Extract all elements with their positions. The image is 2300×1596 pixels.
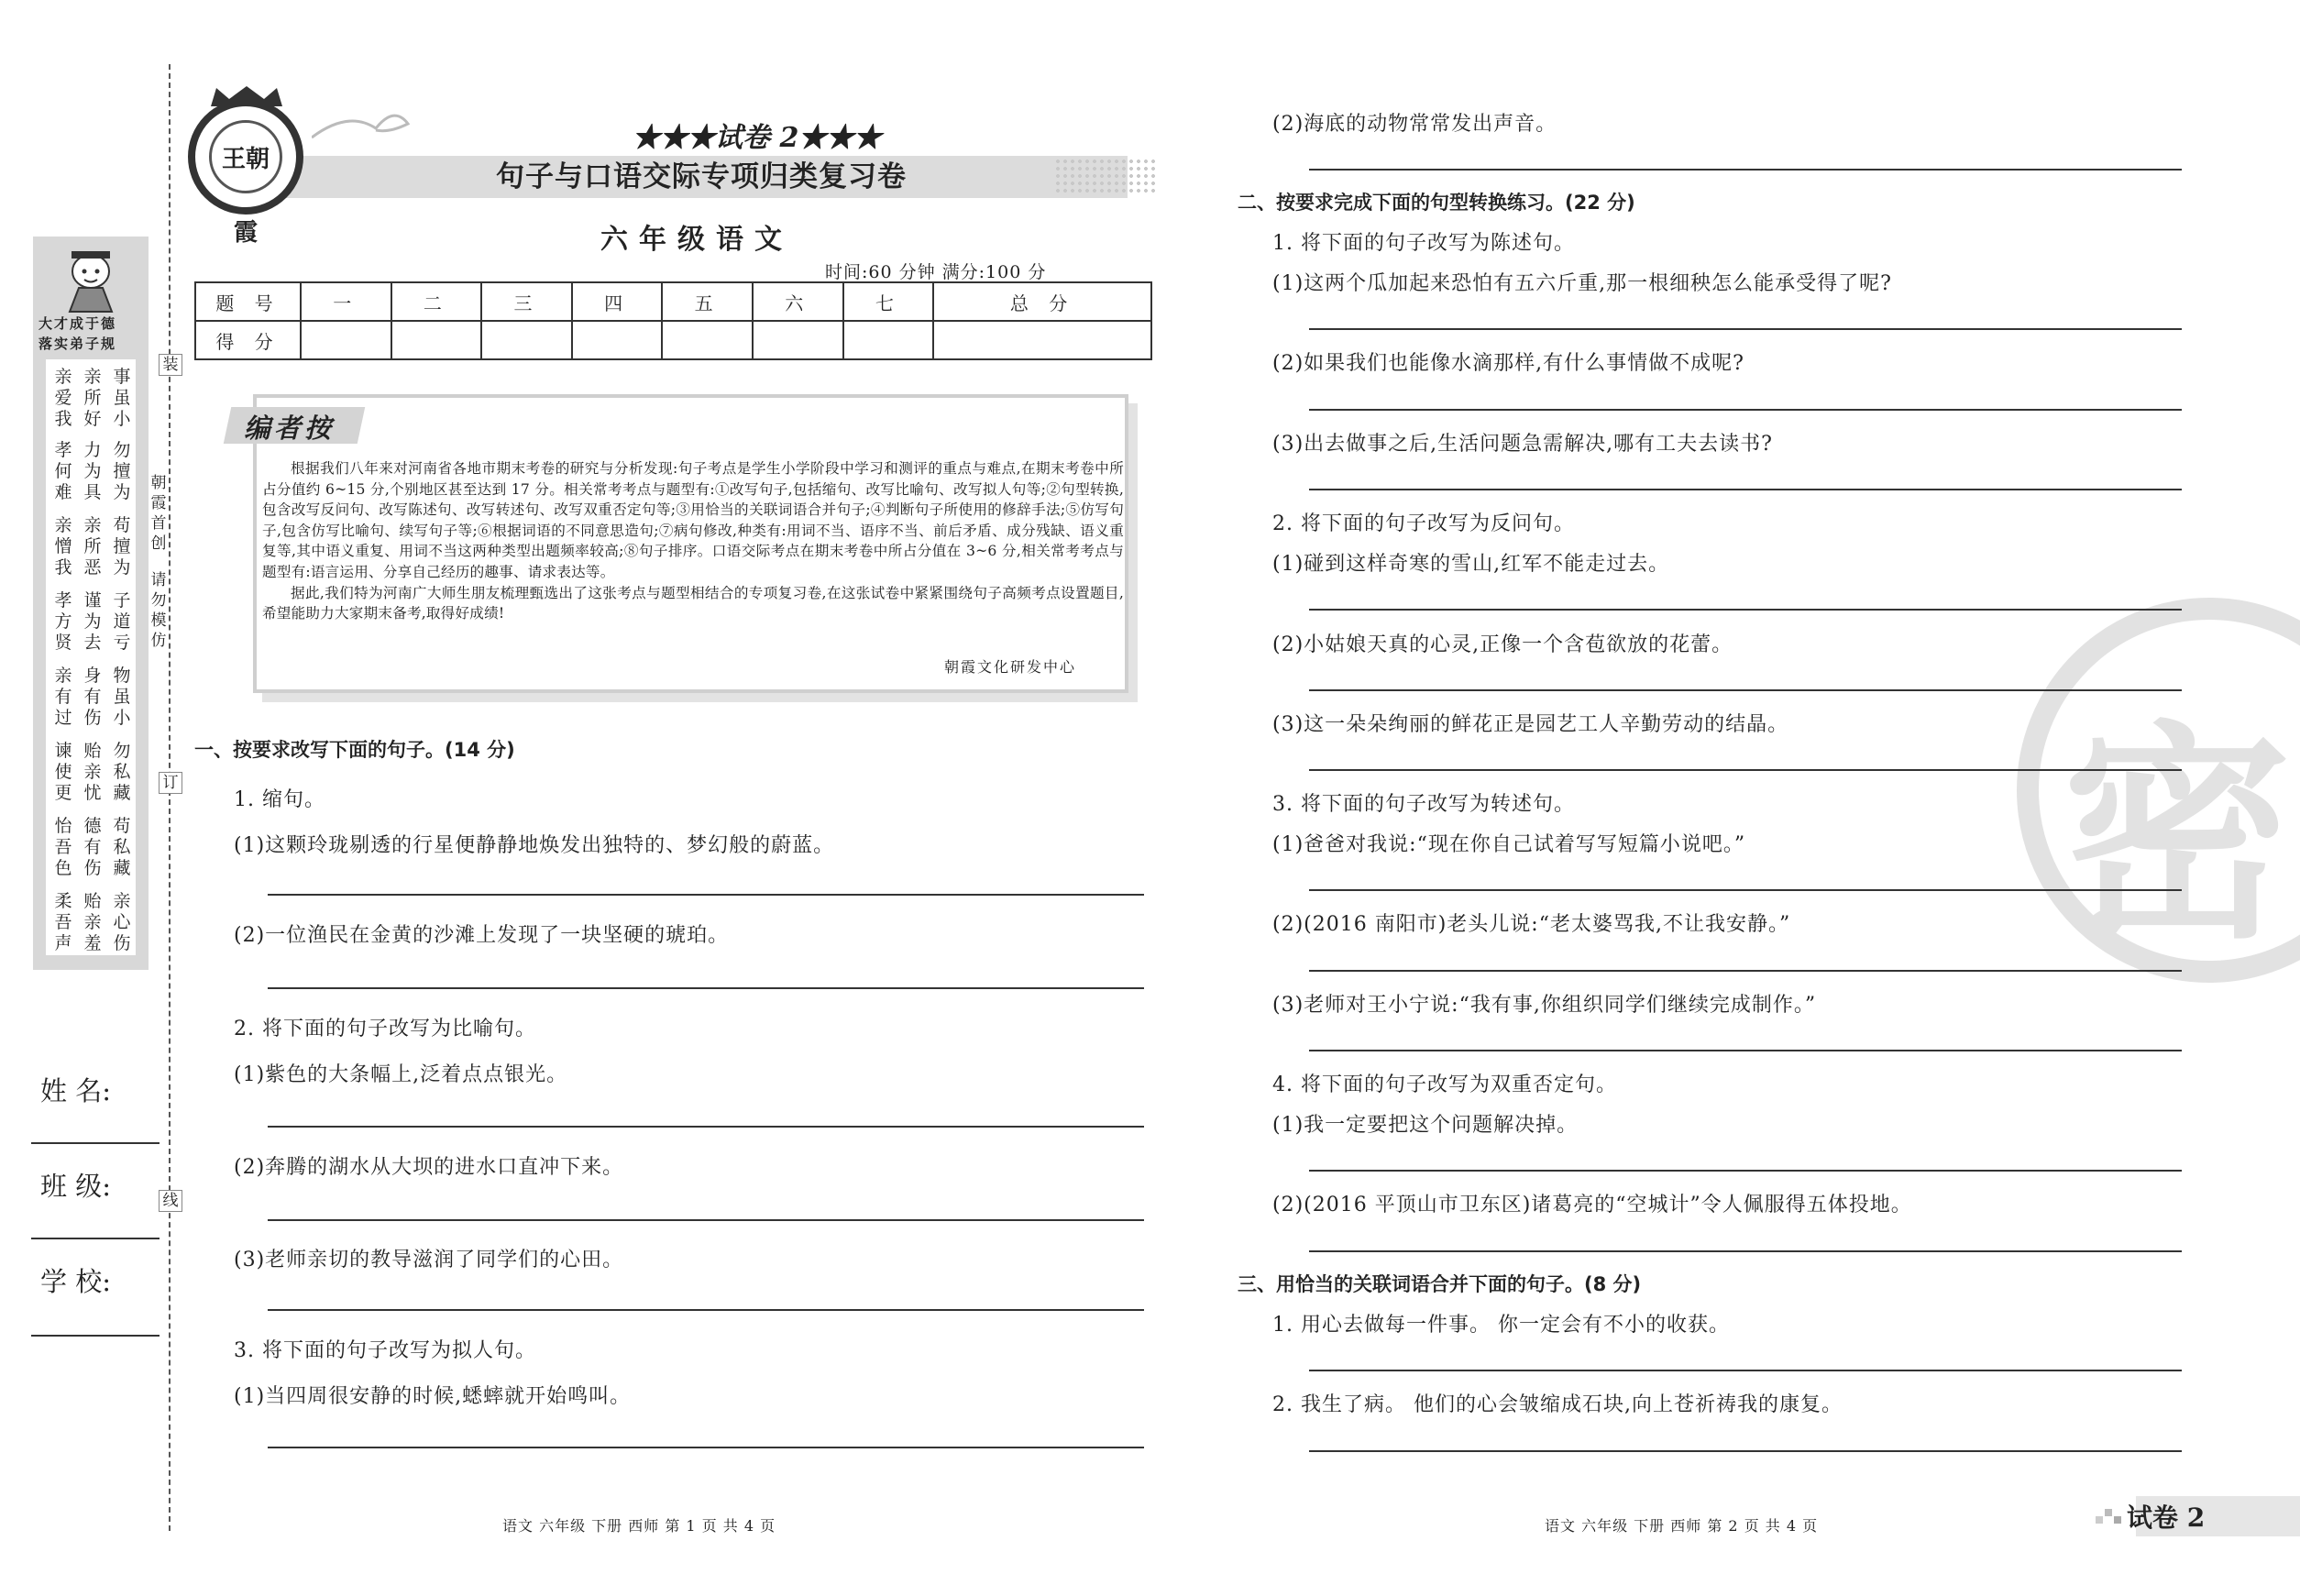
motto-col: 孝方贤 — [54, 590, 72, 653]
motto-col: 亲有过 — [54, 666, 72, 728]
score-cell: 一 — [301, 282, 391, 321]
s2-q1-2-text: (2)如果我们也能像水滴那样,有什么事情做不成呢? — [1272, 352, 1744, 375]
answer-line[interactable] — [268, 1447, 1144, 1448]
s2-q3-1-text: (1)爸爸对我说:“现在你自己试着写写短篇小说吧。” — [1272, 833, 1746, 856]
score-input[interactable] — [662, 321, 753, 359]
class-label: 班 级: — [40, 1171, 111, 1202]
score-cell: 总 分 — [933, 282, 1151, 321]
editor-note-para-1: 根据我们八年来对河南省各地市期末考卷的研究与分析发现:句子考点是学生小学阶段中学习和测评的重点与难点,在期末考卷中所占分值约 6~15 分,个别地区甚至达到 17 分。相关常考考点与题型有:①改写句子,包括缩句、改写比喻句、改写拟人句等;②句型转换,包含改写反问句、改写陈述句、改写转述句、改写双重否定句等;③用恰当的关联词语合并句子;④判断句子所使用的修辞手法;⑤仿写句子,包含仿写比喻句、续写句子等;⑥根据词语的不同意思造句;⑦病句修改,种类有:用词不当、语序不当、前后矛盾、成分残缺、语义重复等,其中语义重复、用词不当这两种类型出题频率较高;⑧句子排序。口语交际考点在期末考卷中所占分值在 3~6 分,相关常考考点与题型有:语言运用、分享自己经历的趣事、请求表达等。 — [262, 460, 1124, 580]
score-input[interactable] — [572, 321, 663, 359]
editor-note-signature: 朝霞文化研发中心 — [944, 658, 1077, 676]
answer-line[interactable] — [1309, 1050, 2182, 1051]
name-input-line[interactable] — [31, 1142, 160, 1144]
cut-label-2: 订 — [159, 772, 182, 794]
answer-line[interactable] — [1309, 970, 2182, 972]
q1-2-text: (2)一位渔民在金黄的沙滩上发现了一块坚硬的琥珀。 — [234, 924, 730, 947]
s2-q1-3-text: (3)出去做事之后,生活问题急需解决,哪有工夫去读书? — [1272, 433, 1773, 456]
motto-col: 谨为去 — [83, 590, 102, 653]
section-1-heading: 一、按要求改写下面的句子。(14 分) — [194, 739, 515, 761]
page-title: 句子与口语交际专项归类复习卷 — [496, 160, 907, 193]
right-page-footer: 语文 六年级 下册 西师 第 2 页 共 4 页 — [1545, 1517, 1819, 1535]
answer-line[interactable] — [1309, 1450, 2182, 1452]
answer-line[interactable] — [268, 1219, 1144, 1221]
motto-col: 孝何难 — [54, 440, 72, 502]
score-cell: 七 — [843, 282, 934, 321]
school-input-line[interactable] — [31, 1335, 160, 1337]
motto-col: 柔吾声 — [54, 891, 72, 953]
score-cell: 题 号 — [195, 282, 301, 321]
motto-columns — [51, 367, 134, 953]
class-input-line[interactable] — [31, 1238, 160, 1239]
score-table — [194, 281, 1152, 360]
editor-note-para-2: 据此,我们特为河南广大师生朋友梳理甄选出了这张考点与题型相结合的专项复习卷,在这张试卷中紧紧围绕句子高频考点设置题目,希望能助力大家期末备考,取得好成绩! — [262, 584, 1124, 622]
s2-q2-3-text: (3)这一朵朵绚丽的鲜花正是园艺工人辛勤劳动的结晶。 — [1272, 713, 1789, 736]
motto-line-2: 落实弟子规 — [39, 336, 117, 352]
s2-q2-title: 2. 将下面的句子改写为反问句。 — [1272, 512, 1575, 535]
watermark-text: 密 — [2063, 699, 2292, 969]
s2-q2-1-text: (1)碰到这样奇寒的雪山,红军不能走过去。 — [1272, 553, 1670, 576]
answer-line[interactable] — [1309, 1250, 2182, 1252]
motto-col: 事虽小 — [113, 367, 131, 429]
motto-col: 亲心伤 — [113, 891, 131, 953]
motto-col: 亲所恶 — [83, 515, 102, 578]
motto-col: 贻亲忧 — [83, 741, 102, 803]
q3-title: 3. 将下面的句子改写为拟人句。 — [234, 1339, 536, 1362]
section-3-heading: 三、用恰当的关联词语合并下面的句子。(8 分) — [1238, 1273, 1642, 1295]
s2-q1-1-text: (1)这两个瓜加起来恐怕有五六斤重,那一根细秧怎么能承受得了呢? — [1272, 272, 1892, 295]
motto-col: 子道亏 — [113, 590, 131, 653]
q2-1-text: (1)紫色的大条幅上,泛着点点银光。 — [234, 1063, 568, 1086]
side-note-2: 请勿模仿 — [150, 571, 167, 650]
motto-col: 苟私藏 — [113, 816, 131, 878]
q3-1-text: (1)当四周很安静的时候,蟋蟀就开始鸣叫。 — [234, 1385, 632, 1408]
q3-2-text: (2)海底的动物常常发出声音。 — [1272, 113, 1557, 136]
score-table-row-scores — [195, 321, 1151, 359]
score-input[interactable] — [391, 321, 482, 359]
score-input[interactable] — [933, 321, 1151, 359]
score-cell: 三 — [481, 282, 572, 321]
answer-line[interactable] — [268, 1309, 1144, 1311]
q2-2-text: (2)奔腾的湖水从大坝的进水口直冲下来。 — [234, 1156, 624, 1179]
motto-col: 怡吾色 — [54, 816, 72, 878]
cut-label-3: 线 — [159, 1190, 182, 1212]
motto-col: 贻亲羞 — [83, 891, 102, 953]
s2-q3-2-text: (2)(2016 南阳市)老头儿说:“老太婆骂我,不让我安静。” — [1272, 913, 1791, 936]
exam-number-label: ★★★试卷 2★★★ — [633, 122, 882, 154]
score-input[interactable] — [301, 321, 391, 359]
time-score-info: 时间:60 分钟 满分:100 分 — [825, 262, 1047, 282]
answer-line[interactable] — [268, 894, 1144, 896]
motto-col: 身有伤 — [83, 666, 102, 728]
answer-line[interactable] — [1309, 609, 2182, 611]
s2-q4-1-text: (1)我一定要把这个问题解决掉。 — [1272, 1114, 1579, 1137]
s2-q3-3-text: (3)老师对王小宁说:“我有事,你组织同学们继续完成制作。” — [1272, 994, 1817, 1017]
mascot-figure — [51, 246, 130, 314]
subject-title: 六年级语文 — [600, 224, 793, 256]
q1-title: 1. 缩句。 — [234, 788, 325, 811]
score-table-row-header — [195, 282, 1151, 321]
exam-tab-label: 试卷 2 — [2127, 1502, 2206, 1533]
editor-note-body — [262, 458, 1124, 624]
answer-line[interactable] — [268, 1126, 1144, 1128]
cut-label-1: 装 — [159, 354, 182, 376]
motto-col: 物虽小 — [113, 666, 131, 728]
score-cell: 五 — [662, 282, 753, 321]
q2-3-text: (3)老师亲切的教导滋润了同学们的心田。 — [234, 1249, 624, 1271]
left-page-footer: 语文 六年级 下册 西师 第 1 页 共 4 页 — [502, 1517, 776, 1535]
q2-title: 2. 将下面的句子改写为比喻句。 — [234, 1018, 536, 1040]
answer-line[interactable] — [268, 987, 1144, 989]
s3-q1-text: 1. 用心去做每一件事。 你一定会有不小的收获。 — [1272, 1314, 1730, 1337]
tab-squares-icon — [2096, 1503, 2123, 1531]
motto-col: 力为具 — [83, 440, 102, 502]
s2-q3-title: 3. 将下面的句子改写为转述句。 — [1272, 793, 1575, 816]
logo-crown-icon — [207, 84, 286, 108]
s2-q4-2-text: (2)(2016 平顶山市卫东区)诸葛亮的“空城计”令人佩服得五体投地。 — [1272, 1194, 1912, 1216]
motto-col: 亲所好 — [83, 367, 102, 429]
answer-line[interactable] — [1309, 409, 2182, 411]
motto-col: 勿私藏 — [113, 741, 131, 803]
editor-note-tag-label: 编者按 — [244, 413, 336, 444]
motto-col: 勿擅为 — [113, 440, 131, 502]
side-note-1: 朝霞首创 — [150, 474, 167, 553]
answer-line[interactable] — [1309, 328, 2182, 330]
score-input[interactable] — [843, 321, 934, 359]
answer-line[interactable] — [1309, 169, 2182, 171]
motto-col: 谏使更 — [54, 741, 72, 803]
q1-1-text: (1)这颗玲珑剔透的行星便静静地焕发出独特的、梦幻般的蔚蓝。 — [234, 834, 835, 857]
answer-line[interactable] — [1309, 689, 2182, 691]
logo-text: 王朝霞 — [209, 120, 282, 193]
score-cell: 六 — [753, 282, 843, 321]
score-cell: 二 — [391, 282, 482, 321]
name-label: 姓 名: — [40, 1075, 111, 1106]
motto-col: 苟擅为 — [113, 515, 131, 578]
binding-cut-line — [169, 64, 171, 1531]
answer-line[interactable] — [1309, 1170, 2182, 1172]
score-cell: 得 分 — [195, 321, 301, 359]
score-input[interactable] — [753, 321, 843, 359]
s2-q4-title: 4. 将下面的句子改写为双重否定句。 — [1272, 1073, 1617, 1096]
ribbon-icon — [312, 101, 413, 156]
motto-col: 亲憎我 — [54, 515, 72, 578]
s2-q1-title: 1. 将下面的句子改写为陈述句。 — [1272, 232, 1575, 255]
s3-q2-text: 2. 我生了病。 他们的心会皱缩成石块,向上苍祈祷我的康复。 — [1272, 1393, 1843, 1416]
section-2-heading: 二、按要求完成下面的句型转换练习。(22 分) — [1238, 192, 1635, 214]
motto-col: 亲爱我 — [54, 367, 72, 429]
school-label: 学 校: — [40, 1266, 111, 1297]
answer-line[interactable] — [1309, 489, 2182, 490]
answer-line[interactable] — [1309, 889, 2182, 891]
score-cell: 四 — [572, 282, 663, 321]
answer-line[interactable] — [1309, 1370, 2182, 1371]
motto-col: 德有伤 — [83, 816, 102, 878]
score-input[interactable] — [481, 321, 572, 359]
motto-line-1: 大才成于德 — [39, 315, 117, 332]
s2-q2-2-text: (2)小姑娘天真的心灵,正像一个含苞欲放的花蕾。 — [1272, 633, 1733, 656]
answer-line[interactable] — [1309, 769, 2182, 771]
